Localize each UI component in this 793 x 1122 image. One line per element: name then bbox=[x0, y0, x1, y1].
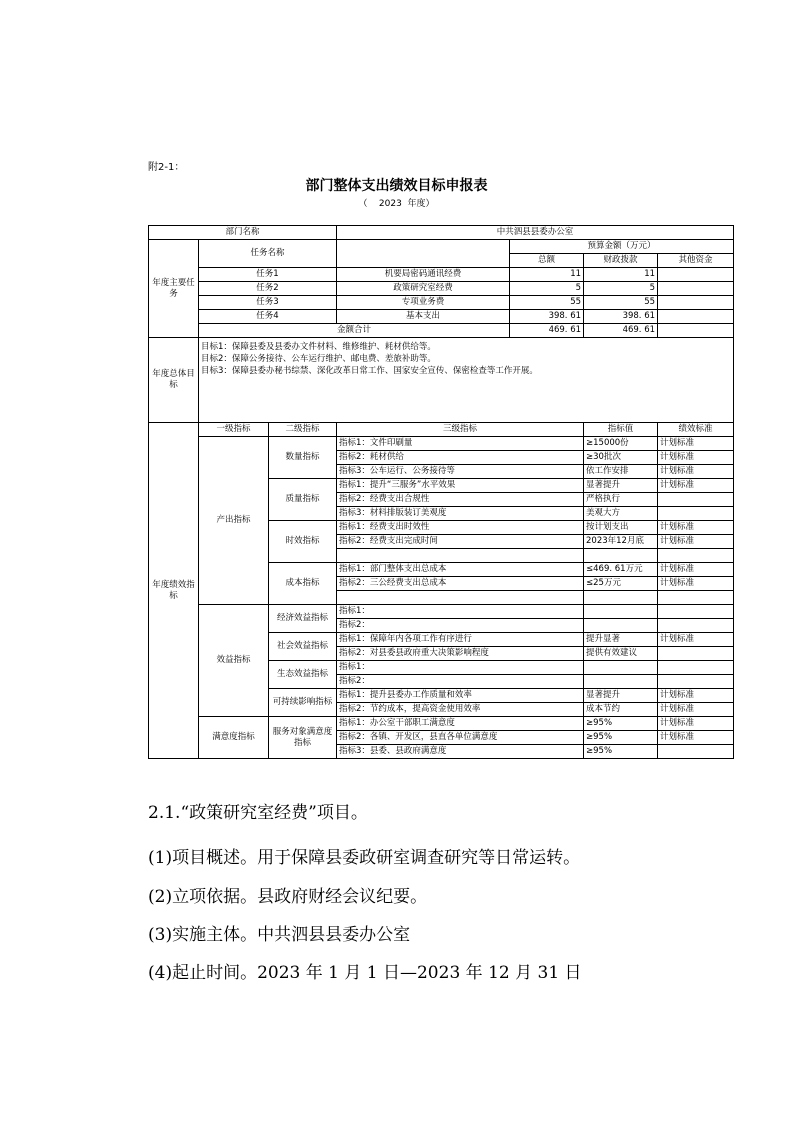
level1-header: 一级指标 bbox=[199, 423, 269, 437]
level3-indicator bbox=[337, 549, 584, 563]
performance-standard: 计划标准 bbox=[658, 633, 734, 647]
level1-indicator: 产出指标 bbox=[199, 437, 269, 605]
indicator-value: 严格执行 bbox=[584, 493, 658, 507]
performance-standard bbox=[658, 605, 734, 619]
level3-indicator: 指标2：各镇、开发区，县直各单位满意度 bbox=[337, 731, 584, 745]
performance-target-table bbox=[148, 225, 734, 759]
level2-indicator: 经济效益指标 bbox=[269, 605, 337, 633]
task-content: 机要局密码通讯经费 bbox=[337, 268, 510, 282]
task-other bbox=[658, 282, 734, 296]
dept-name-value: 中共泗县县委办公室 bbox=[337, 226, 734, 240]
performance-standard bbox=[658, 661, 734, 675]
paragraph: (4)起止时间。2023 年 1 月 1 日—2023 年 12 月 31 日 bbox=[148, 963, 582, 983]
indicator-value bbox=[584, 605, 658, 619]
indicator-value: ≥95% bbox=[584, 745, 658, 759]
indicator-value bbox=[584, 549, 658, 563]
page-title: 部门整体支出绩效目标申报表 bbox=[305, 178, 488, 194]
paragraph: (3)实施主体。中共泗县县委办公室 bbox=[148, 925, 411, 945]
task-total: 55 bbox=[510, 296, 584, 310]
tasks-section-label: 年度主要任务 bbox=[149, 240, 199, 338]
sum-label: 金额合计 bbox=[199, 324, 510, 338]
level3-indicator: 指标1：提升“三服务”水平效果 bbox=[337, 479, 584, 493]
indicator-row bbox=[149, 437, 734, 451]
level3-indicator: 指标1：办公室干部职工满意度 bbox=[337, 717, 584, 731]
task-total: 398. 61 bbox=[510, 310, 584, 324]
performance-standard bbox=[658, 619, 734, 633]
col-total-header: 总额 bbox=[510, 254, 584, 268]
level3-indicator: 指标2：耗材供给 bbox=[337, 451, 584, 465]
budget-header: 预算金额（万元） bbox=[510, 240, 734, 254]
level3-indicator bbox=[337, 591, 584, 605]
annex-label: 附2-1： bbox=[148, 162, 185, 173]
task-name: 任务2 bbox=[199, 282, 337, 296]
indicators-label: 年度绩效指标 bbox=[149, 423, 199, 759]
performance-standard: 计划标准 bbox=[658, 577, 734, 591]
performance-standard: 计划标准 bbox=[658, 451, 734, 465]
task-other bbox=[658, 268, 734, 282]
level3-indicator: 指标1：提升县委办工作质量和效率 bbox=[337, 689, 584, 703]
paragraph: 2.1.“政策研究室经费”项目。 bbox=[148, 803, 368, 823]
performance-standard bbox=[658, 591, 734, 605]
level2-indicator: 时效指标 bbox=[269, 521, 337, 563]
indicator-row bbox=[149, 717, 734, 731]
indicator-value: ≥30批次 bbox=[584, 451, 658, 465]
level3-indicator: 指标1：经费支出时效性 bbox=[337, 521, 584, 535]
level2-indicator: 可持续影响指标 bbox=[269, 689, 337, 717]
indicator-value: 显著提升 bbox=[584, 479, 658, 493]
indicator-value: 2023年12月底 bbox=[584, 535, 658, 549]
indicator-row bbox=[149, 605, 734, 619]
task-content: 基本支出 bbox=[337, 310, 510, 324]
goals-label: 年度总体目标 bbox=[149, 338, 199, 423]
indicator-value: ≥95% bbox=[584, 731, 658, 745]
performance-standard: 计划标准 bbox=[658, 731, 734, 745]
sum-total: 469. 61 bbox=[510, 324, 584, 338]
level3-indicator: 指标3：材料排版装订美观度 bbox=[337, 507, 584, 521]
performance-standard bbox=[658, 745, 734, 759]
indicator-value bbox=[584, 675, 658, 689]
performance-standard: 计划标准 bbox=[658, 535, 734, 549]
indicator-value: 提供有效建议 bbox=[584, 647, 658, 661]
goal-item: 目标2：保障公务接待、公车运行维护、邮电费、差旅补助等。 bbox=[201, 353, 436, 364]
task-content-header bbox=[337, 240, 510, 268]
level3-indicator: 指标2：经费支出完成时间 bbox=[337, 535, 584, 549]
performance-standard bbox=[658, 675, 734, 689]
level3-indicator: 指标2：对县委县政府重大决策影响程度 bbox=[337, 647, 584, 661]
performance-standard bbox=[658, 493, 734, 507]
performance-standard bbox=[658, 507, 734, 521]
task-name: 任务1 bbox=[199, 268, 337, 282]
task-fiscal: 5 bbox=[584, 282, 658, 296]
paragraph: (2)立项依据。县政府财经会议纪要。 bbox=[148, 887, 428, 907]
performance-standard: 计划标准 bbox=[658, 717, 734, 731]
level1-indicator: 效益指标 bbox=[199, 605, 269, 717]
level2-indicator: 成本指标 bbox=[269, 563, 337, 605]
indicator-value: ≥15000份 bbox=[584, 437, 658, 451]
performance-standard: 计划标准 bbox=[658, 703, 734, 717]
indicator-value: ≤469. 61万元 bbox=[584, 563, 658, 577]
level2-header: 二级指标 bbox=[269, 423, 337, 437]
indicator-value: ≤25万元 bbox=[584, 577, 658, 591]
col-fiscal-header: 财政拨款 bbox=[584, 254, 658, 268]
task-name: 任务3 bbox=[199, 296, 337, 310]
level3-indicator: 指标2： bbox=[337, 619, 584, 633]
level2-indicator: 服务对象满意度指标 bbox=[269, 717, 337, 759]
task-fiscal: 398. 61 bbox=[584, 310, 658, 324]
paragraph: (1)项目概述。用于保障县委政研室调查研究等日常运转。 bbox=[148, 848, 581, 868]
goals-content bbox=[199, 338, 734, 423]
level3-indicator: 指标1： bbox=[337, 605, 584, 619]
value-header: 指标值 bbox=[584, 423, 658, 437]
performance-standard: 计划标准 bbox=[658, 689, 734, 703]
level2-indicator: 数量指标 bbox=[269, 437, 337, 479]
indicator-value: 美观大方 bbox=[584, 507, 658, 521]
indicator-value bbox=[584, 661, 658, 675]
level3-indicator: 指标1：部门整体支出总成本 bbox=[337, 563, 584, 577]
dept-name-label: 部门名称 bbox=[149, 226, 337, 240]
indicator-value: 按计划支出 bbox=[584, 521, 658, 535]
level3-indicator: 指标2： bbox=[337, 675, 584, 689]
indicator-value: ≥95% bbox=[584, 717, 658, 731]
level2-indicator: 质量指标 bbox=[269, 479, 337, 521]
performance-standard: 计划标准 bbox=[658, 479, 734, 493]
year-line: （ 2023 年度） bbox=[358, 199, 435, 209]
performance-standard: 计划标准 bbox=[658, 465, 734, 479]
indicator-value: 提升显著 bbox=[584, 633, 658, 647]
performance-standard: 计划标准 bbox=[658, 521, 734, 535]
task-content: 政策研究室经费 bbox=[337, 282, 510, 296]
task-name-header: 任务名称 bbox=[199, 240, 337, 268]
level3-indicator: 指标1： bbox=[337, 661, 584, 675]
level3-indicator: 指标2：三公经费支出总成本 bbox=[337, 577, 584, 591]
indicator-value: 成本节约 bbox=[584, 703, 658, 717]
level3-header: 三级指标 bbox=[337, 423, 584, 437]
level3-indicator: 指标2：经费支出合规性 bbox=[337, 493, 584, 507]
performance-standard bbox=[658, 549, 734, 563]
task-total: 5 bbox=[510, 282, 584, 296]
standard-header: 绩效标准 bbox=[658, 423, 734, 437]
task-total: 11 bbox=[510, 268, 584, 282]
level3-indicator: 指标3：县委、县政府满意度 bbox=[337, 745, 584, 759]
task-fiscal: 55 bbox=[584, 296, 658, 310]
indicator-value: 显著提升 bbox=[584, 689, 658, 703]
col-other-header: 其他资金 bbox=[658, 254, 734, 268]
level3-indicator: 指标1：保障年内各项工作有序进行 bbox=[337, 633, 584, 647]
level3-indicator: 指标1：文件印刷量 bbox=[337, 437, 584, 451]
task-fiscal: 11 bbox=[584, 268, 658, 282]
sum-fiscal: 469. 61 bbox=[584, 324, 658, 338]
performance-standard bbox=[658, 647, 734, 661]
task-other bbox=[658, 310, 734, 324]
goal-item: 目标1：保障县委及县委办文件材料、维修维护、耗材供给等。 bbox=[201, 342, 436, 352]
indicator-value bbox=[584, 619, 658, 633]
sum-other bbox=[658, 324, 734, 338]
level3-indicator: 指标2：节约成本，提高资金使用效率 bbox=[337, 703, 584, 717]
task-other bbox=[658, 296, 734, 310]
level2-indicator: 社会效益指标 bbox=[269, 633, 337, 661]
goal-item: 目标3：保障县委办秘书综禁、深化改革日常工作、国家安全宣传、保密检查等工作开展。 bbox=[201, 365, 538, 376]
performance-standard: 计划标准 bbox=[658, 563, 734, 577]
level2-indicator: 生态效益指标 bbox=[269, 661, 337, 689]
indicator-value: 依工作安排 bbox=[584, 465, 658, 479]
task-content: 专项业务费 bbox=[337, 296, 510, 310]
level3-indicator: 指标3：公车运行、公务接待等 bbox=[337, 465, 584, 479]
indicator-value bbox=[584, 591, 658, 605]
level1-indicator: 满意度指标 bbox=[199, 717, 269, 759]
task-name: 任务4 bbox=[199, 310, 337, 324]
performance-standard: 计划标准 bbox=[658, 437, 734, 451]
